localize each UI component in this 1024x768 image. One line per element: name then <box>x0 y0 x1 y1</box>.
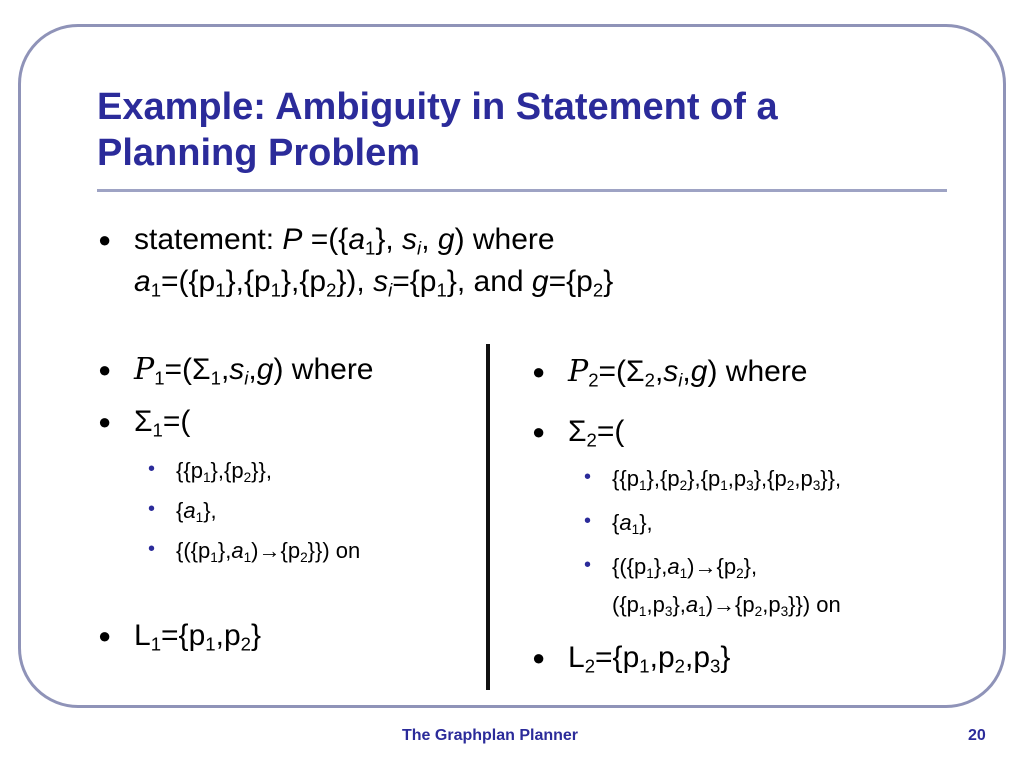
sub-bullet-icon: • <box>148 498 156 520</box>
statement-line-1: ● statement: $P =(\{a_1\}$, $s_i$, g) where <box>98 223 555 259</box>
script-p-symbol: P <box>134 352 155 387</box>
sub-bullet-icon: • <box>584 466 592 488</box>
bullet-icon: ● <box>532 645 546 670</box>
sub-bullet-icon: • <box>584 554 592 576</box>
title-divider <box>97 189 947 192</box>
bullet-icon: ● <box>98 409 112 434</box>
bullet-icon: ● <box>532 419 546 444</box>
footer-title: The Graphplan Planner <box>402 727 579 744</box>
left-actions: • $\{a_1\}$, <box>148 498 217 526</box>
statement-line-2: $a_1=(\{p_1\},\{p_1\},\{p_2\})$, $s_i=\{p_1\}$, and $g=\{p_2\}$ <box>134 265 614 301</box>
right-transition-2: $(\{p_1,p_3\},a_1)\to\{p_2,p_3\}$}) on <box>612 592 841 620</box>
right-problem-def: ● $P_2=(\Sigma_2,s_i,g)$ where <box>532 354 808 391</box>
bullet-icon: ● <box>98 623 112 648</box>
left-language: ● $L_1=\{p_1,p_2\}$ <box>98 619 262 655</box>
slide-title: Example: Ambiguity in Statement of a Planning Problem <box>97 86 778 174</box>
page-number: 20 <box>968 727 986 744</box>
bullet-icon: ● <box>532 359 546 384</box>
bullet-icon: ● <box>98 357 112 382</box>
right-actions: • $\{a_1\}$, <box>584 510 653 538</box>
sub-bullet-icon: • <box>584 510 592 532</box>
right-states: • $\{\{p_1\},\{p_2\},\{p_1,p_3\},\{p_2,p_3\}\}$, <box>584 466 842 494</box>
left-states: • $\{\{p_1\},\{p_2\}\}$, <box>148 458 272 486</box>
left-problem-def: ● $P_1=(\Sigma_1,s_i,g)$ where <box>98 352 374 389</box>
script-p-symbol: P <box>568 354 589 389</box>
right-sigma-def: ● $\Sigma_2=$( <box>532 415 625 451</box>
left-transition: • $\{(\{p_1\},a_1)\to\{p_2\}\}$) on <box>148 538 361 566</box>
right-transition-1: • {$(\{p_1\},a_1)\to\{p_2\}$, <box>584 554 758 582</box>
sub-bullet-icon: • <box>148 538 156 560</box>
right-language: ● $L_2=\{p_1,p_2,p_3\}$ <box>532 641 731 677</box>
sub-bullet-icon: • <box>148 458 156 480</box>
bullet-icon: ● <box>98 227 112 252</box>
column-divider <box>486 344 490 690</box>
left-sigma-def: ● $\Sigma_1=$( <box>98 405 191 441</box>
